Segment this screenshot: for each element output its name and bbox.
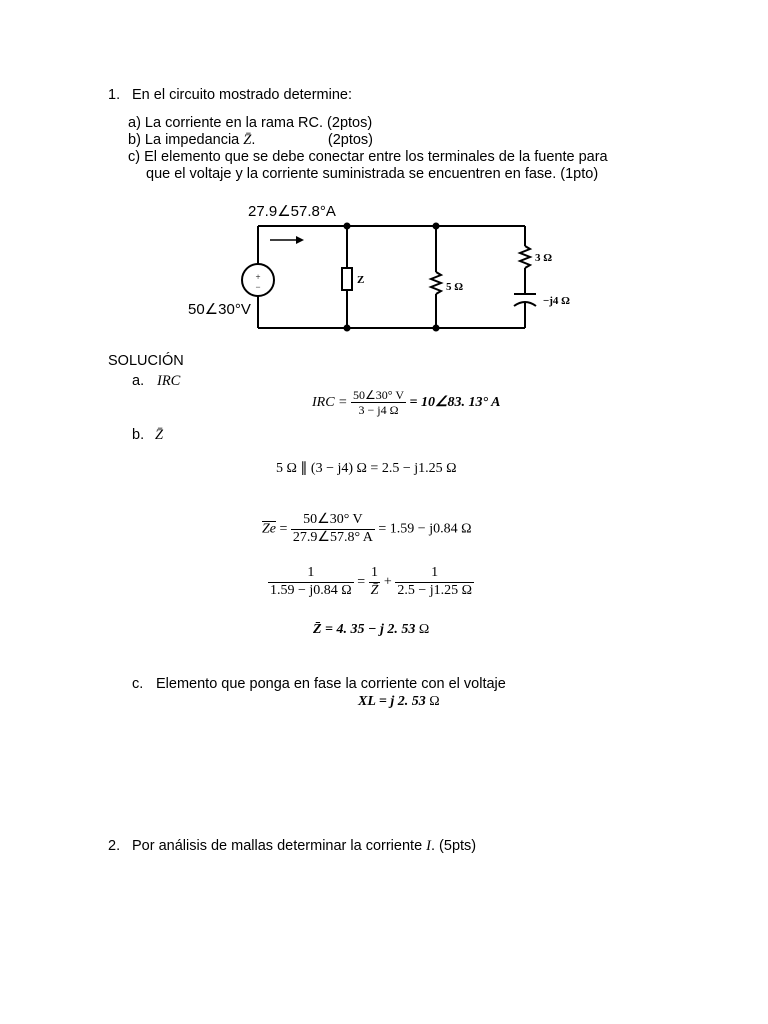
part-c-line-1: c) El elemento que se debe conectar entre los terminales de la fuente para xyxy=(128,149,608,165)
problem-2-text-post: . (5pts) xyxy=(431,838,477,854)
equation-a-lhs: IRC = xyxy=(312,395,348,411)
node-top-2 xyxy=(433,223,440,230)
part-b-symbol: Z̄ xyxy=(243,132,252,148)
part-c-line-2: que el voltaje y la corriente suministrada se encuentren en fase. (1pto) xyxy=(146,166,599,182)
equation-b4-unit: Ω xyxy=(415,622,430,637)
solution-b-symbol: Z̄ xyxy=(155,427,164,443)
solution-c-text: Elemento que ponga en fase la corriente con el voltaje xyxy=(156,676,506,692)
equation-b3-den-2: Z̄ xyxy=(370,582,379,598)
circuit-diagram xyxy=(180,196,600,341)
equation-c-unit: Ω xyxy=(425,694,440,709)
problem-2-symbol: I xyxy=(426,838,431,854)
equation-b3-den-3: 2.5 − j1.25 Ω xyxy=(397,582,473,598)
z-label: Z xyxy=(357,274,365,286)
equation-b2-lhs: $\overline{Ze}$ xyxy=(262,521,276,537)
current-arrow-icon xyxy=(296,236,304,244)
node-bottom-1 xyxy=(344,325,351,332)
source-minus-sign: − xyxy=(255,282,261,292)
resistor-3-icon xyxy=(520,246,530,268)
capacitor-label: −j4 Ω xyxy=(543,295,570,307)
problem-1-number: 1. xyxy=(108,87,121,103)
equation-c-result: XL = j 2. 53 xyxy=(358,694,426,709)
equation-b4 xyxy=(313,623,429,637)
equation-b3-plus: + xyxy=(383,574,392,590)
part-a-text: a) La corriente en la rama RC. (2ptos) xyxy=(128,115,373,131)
equation-b2-numerator: 50∠30° V xyxy=(291,512,375,530)
equation-b3-num-1: 1 xyxy=(268,565,354,583)
equation-b3-num-3: 1 xyxy=(395,565,474,583)
equation-b2 xyxy=(262,512,472,547)
equation-b2-equals: = xyxy=(279,521,288,537)
equation-a-denominator: 3 − j4 Ω xyxy=(358,403,399,418)
solution-b-marker: b. xyxy=(132,427,145,443)
part-b-post: . (2ptos) xyxy=(251,132,374,148)
problem-1-prompt: En el circuito mostrado determine: xyxy=(132,87,353,103)
equation-c xyxy=(358,695,440,709)
r5-label: 5 Ω xyxy=(446,281,464,293)
problem-2-text-pre: Por análisis de mallas determinar la corriente xyxy=(132,838,427,854)
equation-b4-result: Z̄ = 4. 35 − j 2. 53 xyxy=(313,622,416,637)
problem-2-number: 2. xyxy=(108,838,121,854)
equation-b1: 5 Ω ∥ (3 − j4) Ω = 2.5 − j1.25 Ω xyxy=(276,461,457,476)
impedance-z-icon xyxy=(342,268,352,290)
part-b-pre: b) La impedancia xyxy=(128,132,244,148)
r3-label: 3 Ω xyxy=(535,252,553,264)
solution-a-symbol: IRC xyxy=(157,373,181,389)
source-plus-sign: + xyxy=(255,272,261,282)
circuit-current-label: 27.9∠57.8°A xyxy=(248,203,336,220)
part-b-text xyxy=(128,133,373,148)
problem-2-text xyxy=(132,839,476,854)
solution-c-marker: c. xyxy=(132,676,144,692)
circuit-voltage-label: 50∠30°V xyxy=(188,301,251,318)
node-top-1 xyxy=(344,223,351,230)
equation-b3-num-2: 1 xyxy=(369,565,381,583)
equation-b2-denominator: 27.9∠57.8° A xyxy=(292,529,373,545)
solution-a-marker: a. xyxy=(132,373,145,389)
equation-b3-equals: = xyxy=(357,574,366,590)
equation-b3-den-1: 1.59 − j0.84 Ω xyxy=(270,582,352,598)
equation-a xyxy=(312,388,500,418)
node-bottom-2 xyxy=(433,325,440,332)
solution-heading: SOLUCIÓN xyxy=(108,353,184,369)
equation-b2-result: = 1.59 − j0.84 Ω xyxy=(378,521,472,537)
equation-a-result: = 10∠83. 13° A xyxy=(409,395,501,411)
equation-b3 xyxy=(268,565,474,600)
equation-a-numerator: 50∠30° V xyxy=(353,388,405,402)
resistor-5-icon xyxy=(431,272,441,294)
